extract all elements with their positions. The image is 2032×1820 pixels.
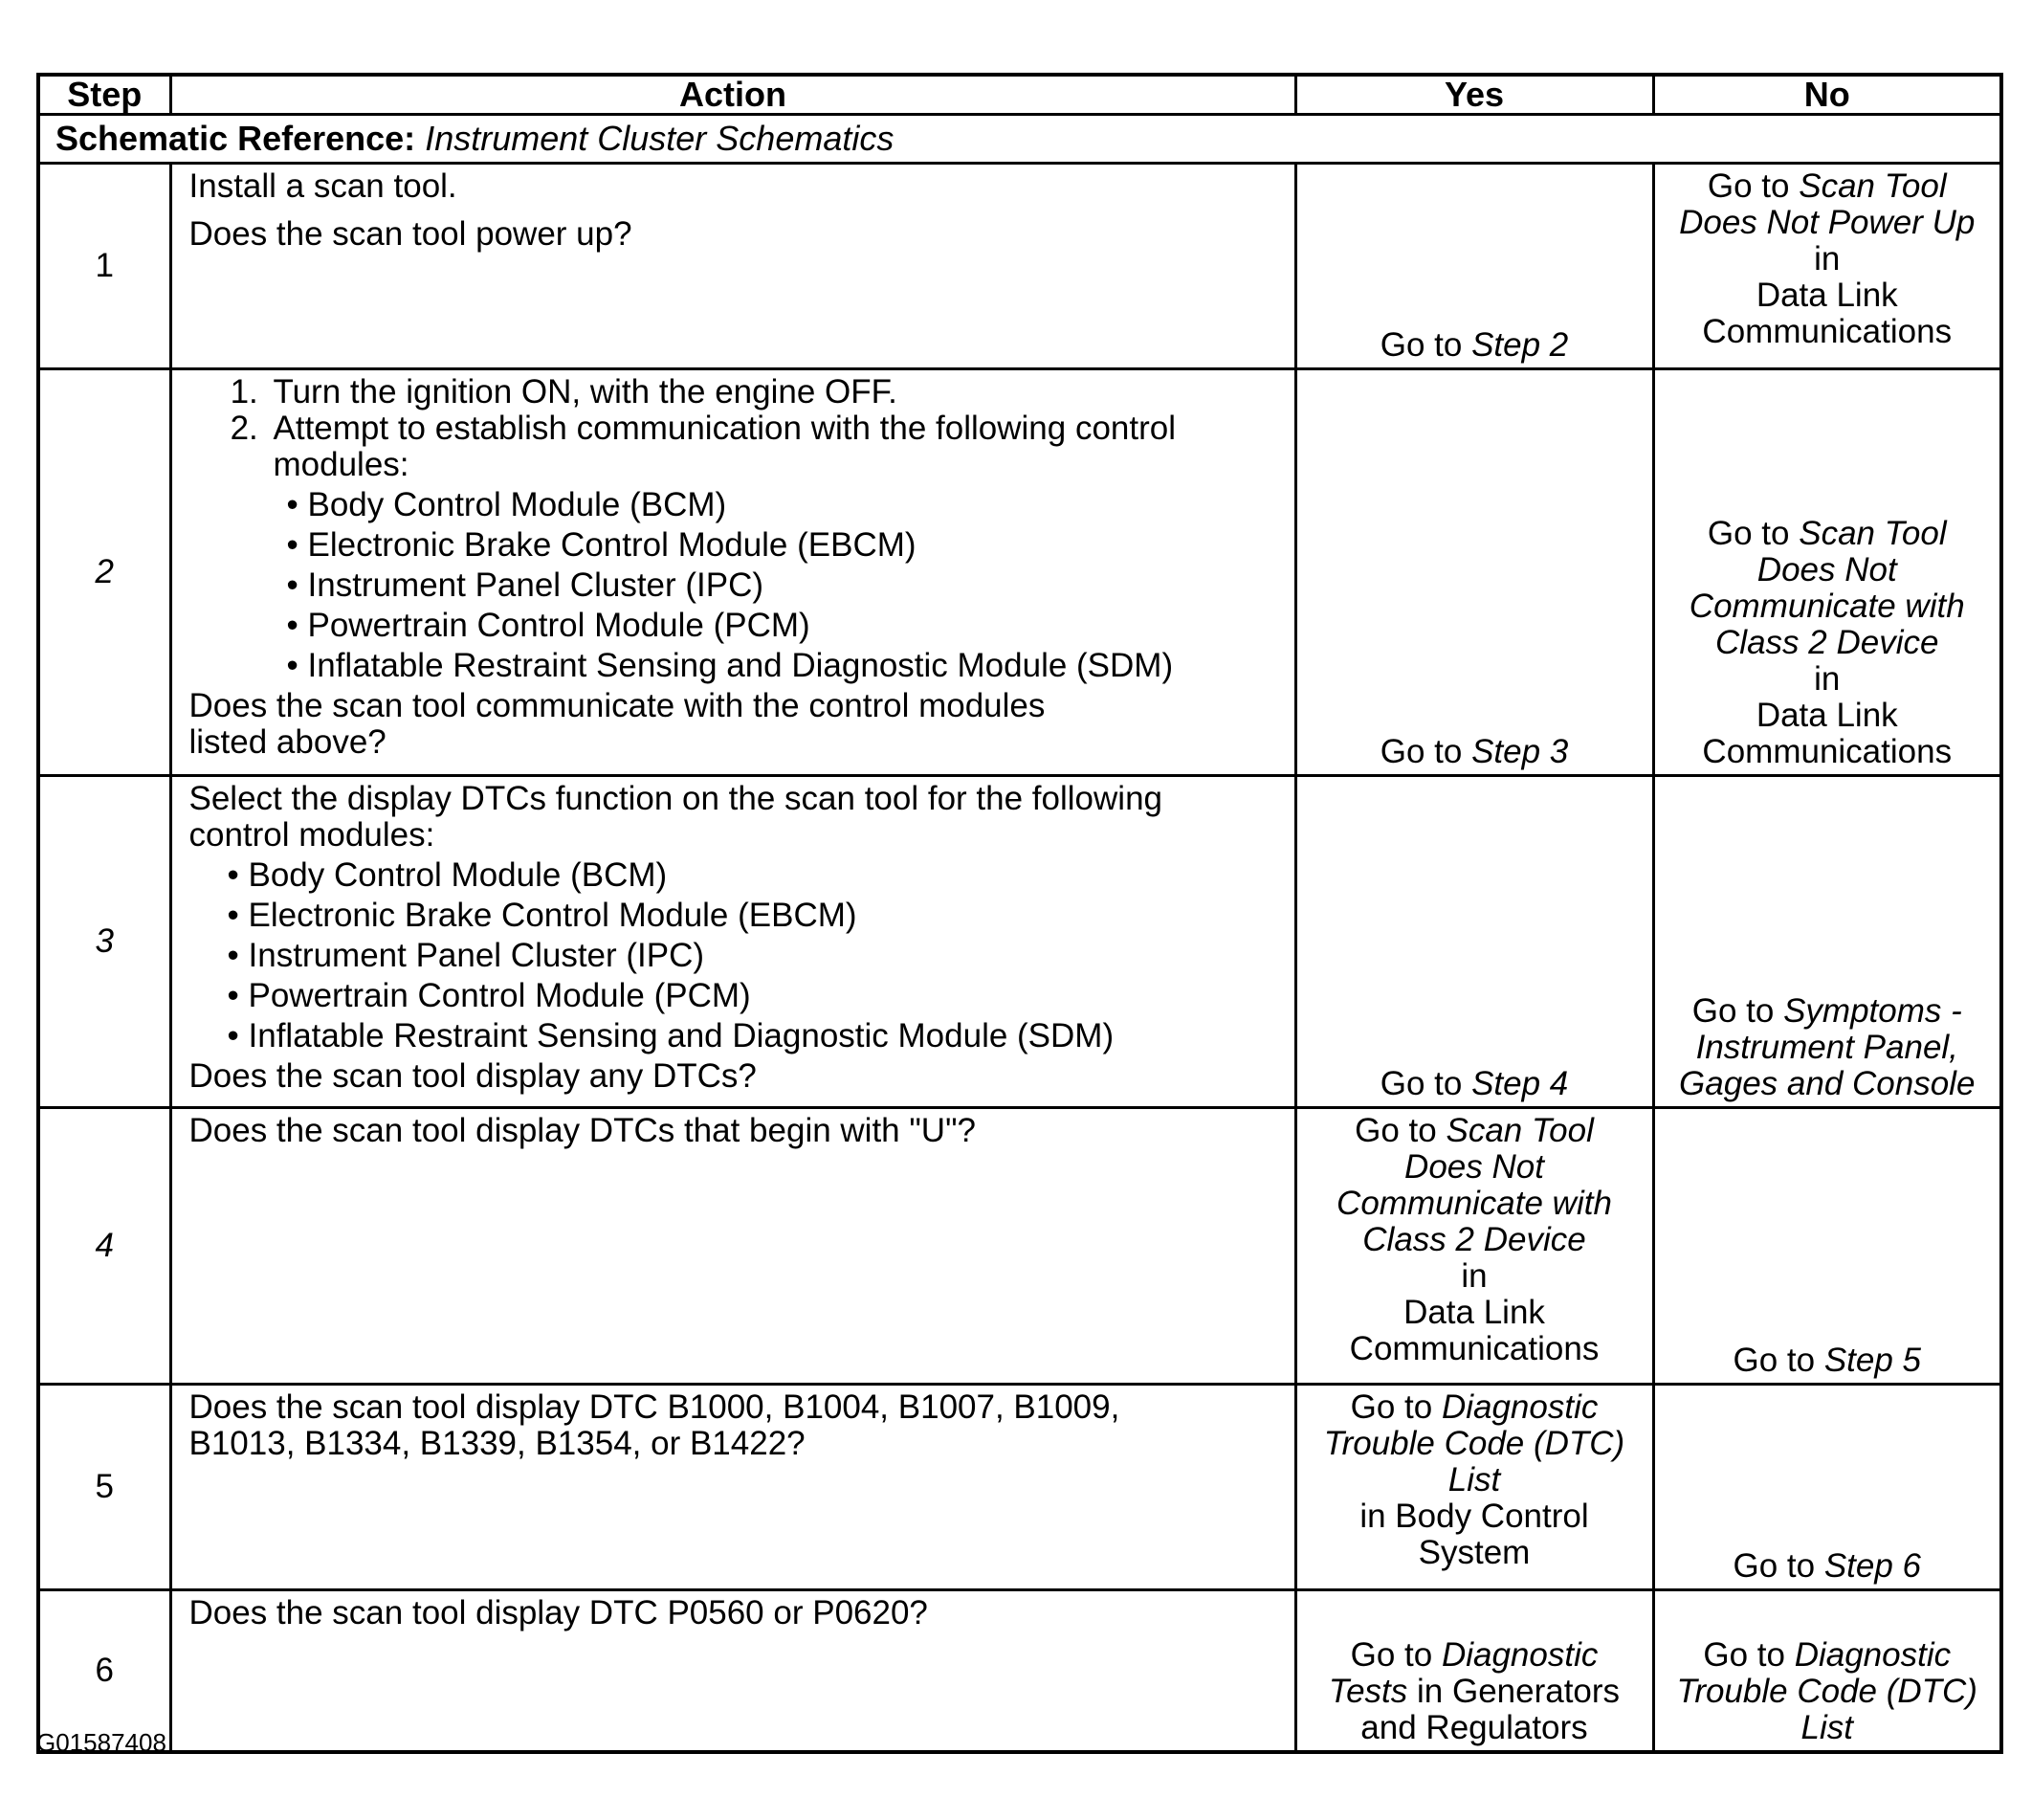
step-link[interactable]: Step 3 bbox=[1471, 733, 1569, 770]
diagnostic-table bbox=[36, 73, 2003, 1754]
action-question: Does the scan tool display DTC P0560 or P0620? bbox=[188, 1594, 928, 1631]
section-text: in Body Control bbox=[1359, 1498, 1589, 1535]
action-cell bbox=[170, 369, 1295, 776]
schematic-reference-link[interactable]: Instrument Cluster Schematics bbox=[425, 119, 895, 158]
action-text: Select the display DTCs function on the scan tool for the following bbox=[188, 780, 1162, 817]
procedure-link[interactable]: Scan Tool bbox=[1446, 1112, 1594, 1149]
procedure-link[interactable]: Scan Tool bbox=[1799, 167, 1947, 205]
list-item-text: Attempt to establish communication with the following control modules: bbox=[273, 410, 1177, 483]
list-item: • Powertrain Control Module (PCM) bbox=[228, 978, 1281, 1014]
section-text: Communications bbox=[1702, 733, 1953, 770]
no-cell bbox=[1653, 164, 2001, 369]
procedure-link[interactable]: Class 2 Device bbox=[1362, 1221, 1586, 1258]
schematic-reference-row bbox=[38, 115, 2001, 164]
go-to-text: Go to bbox=[1380, 733, 1463, 770]
section-text: Data Link bbox=[1403, 1294, 1545, 1331]
procedure-link[interactable]: Symptoms - bbox=[1783, 992, 1962, 1030]
procedure-link[interactable]: Class 2 Device bbox=[1715, 624, 1939, 661]
step-link[interactable]: Step 6 bbox=[1823, 1547, 1922, 1585]
procedure-link[interactable]: Instrument Panel, bbox=[1695, 1029, 1958, 1066]
step-number: 4 bbox=[38, 1108, 170, 1385]
in-text: in bbox=[1461, 1257, 1488, 1295]
no-cell bbox=[1653, 776, 2001, 1108]
list-item: • Powertrain Control Module (PCM) bbox=[287, 608, 1281, 644]
list-item: 1. Turn the ignition ON, with the engine OFF. bbox=[268, 374, 1281, 411]
header-row bbox=[38, 75, 2001, 115]
table-row bbox=[38, 776, 2001, 1108]
step-number: 2 bbox=[38, 369, 170, 776]
action-cell bbox=[170, 164, 1295, 369]
action-text: Install a scan tool. bbox=[188, 167, 457, 205]
go-to-text: Go to bbox=[1380, 326, 1463, 364]
procedure-link[interactable]: Does Not Power Up bbox=[1679, 204, 1976, 241]
header-step: Step bbox=[38, 75, 170, 115]
list-item: • Electronic Brake Control Module (EBCM) bbox=[287, 527, 1281, 564]
table-row bbox=[38, 1385, 2001, 1590]
action-cell bbox=[170, 1590, 1295, 1753]
list-item: • Inflatable Restraint Sensing and Diagnostic Module (SDM) bbox=[287, 648, 1281, 684]
go-to-text: Go to bbox=[1355, 1112, 1437, 1149]
yes-cell bbox=[1295, 1385, 1653, 1590]
procedure-link[interactable]: Diagnostic bbox=[1441, 1388, 1599, 1426]
schematic-reference-label: Schematic Reference: bbox=[55, 119, 416, 158]
action-question: listed above? bbox=[188, 723, 387, 761]
procedure-link[interactable]: Scan Tool bbox=[1799, 515, 1947, 552]
procedure-link[interactable]: Gages and Console bbox=[1679, 1065, 1976, 1102]
numbered-list bbox=[189, 374, 1281, 684]
table-row bbox=[38, 164, 2001, 369]
procedure-link[interactable]: Does Not bbox=[1756, 551, 1897, 588]
procedure-link[interactable]: Trouble Code (DTC) bbox=[1323, 1425, 1625, 1462]
figure-id: G01587408 bbox=[36, 1728, 166, 1757]
section-text: Data Link bbox=[1756, 697, 1898, 734]
procedure-link[interactable]: List bbox=[1800, 1709, 1853, 1746]
go-to-text: Go to bbox=[1691, 992, 1775, 1030]
section-text: in Generators bbox=[1407, 1673, 1621, 1710]
list-item bbox=[268, 411, 1281, 684]
step-link[interactable]: Step 4 bbox=[1471, 1065, 1569, 1102]
no-cell bbox=[1653, 1590, 2001, 1753]
procedure-link[interactable]: List bbox=[1447, 1461, 1501, 1498]
header-yes: Yes bbox=[1295, 75, 1653, 115]
action-question: Does the scan tool power up? bbox=[188, 215, 632, 253]
go-to-text: Go to bbox=[1350, 1388, 1433, 1426]
action-question: B1013, B1334, B1339, B1354, or B1422? bbox=[188, 1425, 806, 1462]
step-number: 6 bbox=[38, 1590, 170, 1753]
action-question: Does the scan tool communicate with the control modules bbox=[188, 687, 1046, 724]
action-text: control modules: bbox=[188, 816, 435, 854]
list-item: • Inflatable Restraint Sensing and Diagnostic Module (SDM) bbox=[228, 1018, 1281, 1054]
list-item: • Body Control Module (BCM) bbox=[287, 487, 1281, 523]
action-question: Does the scan tool display DTCs that begin with "U"? bbox=[188, 1112, 976, 1149]
list-item: • Instrument Panel Cluster (IPC) bbox=[287, 567, 1281, 604]
action-cell bbox=[170, 1108, 1295, 1385]
go-to-text: Go to bbox=[1733, 1342, 1816, 1379]
yes-cell bbox=[1295, 369, 1653, 776]
go-to-text: Go to bbox=[1380, 1065, 1463, 1102]
yes-cell bbox=[1295, 776, 1653, 1108]
list-item: • Instrument Panel Cluster (IPC) bbox=[228, 938, 1281, 974]
go-to-text: Go to bbox=[1707, 515, 1790, 552]
procedure-link[interactable]: Communicate with bbox=[1689, 588, 1965, 625]
step-number: 1 bbox=[38, 164, 170, 369]
action-question: Does the scan tool display DTC B1000, B1004, B1007, B1009, bbox=[188, 1388, 1120, 1426]
yes-cell bbox=[1295, 1590, 1653, 1753]
procedure-link[interactable]: Diagnostic bbox=[1441, 1636, 1599, 1674]
in-text: in bbox=[1814, 660, 1841, 698]
section-text: and Regulators bbox=[1360, 1709, 1588, 1746]
step-link[interactable]: Step 2 bbox=[1471, 326, 1569, 364]
section-text: Communications bbox=[1702, 313, 1953, 350]
step-number: 3 bbox=[38, 776, 170, 1108]
module-list bbox=[274, 487, 1281, 684]
header-action: Action bbox=[170, 75, 1295, 115]
yes-cell bbox=[1295, 1108, 1653, 1385]
procedure-link[interactable]: Diagnostic bbox=[1794, 1636, 1952, 1674]
step-link[interactable]: Step 5 bbox=[1823, 1342, 1922, 1379]
module-list bbox=[189, 857, 1281, 1054]
table-row bbox=[38, 1590, 2001, 1753]
section-text: Data Link bbox=[1756, 277, 1898, 314]
section-text: Communications bbox=[1349, 1330, 1600, 1367]
go-to-text: Go to bbox=[1707, 167, 1790, 205]
action-cell bbox=[170, 776, 1295, 1108]
go-to-text: Go to bbox=[1733, 1547, 1816, 1585]
procedure-link[interactable]: Communicate with bbox=[1336, 1185, 1612, 1222]
go-to-text: Go to bbox=[1703, 1636, 1785, 1674]
go-to-text: Go to bbox=[1350, 1636, 1433, 1674]
header-no: No bbox=[1653, 75, 2001, 115]
section-text: System bbox=[1418, 1534, 1531, 1571]
list-item: • Body Control Module (BCM) bbox=[228, 857, 1281, 894]
step-number: 5 bbox=[38, 1385, 170, 1590]
schematic-reference bbox=[38, 115, 2001, 164]
procedure-link[interactable]: Does Not bbox=[1404, 1148, 1544, 1186]
in-text: in bbox=[1814, 240, 1841, 277]
procedure-link[interactable]: Trouble Code (DTC) bbox=[1676, 1673, 1977, 1710]
action-cell bbox=[170, 1385, 1295, 1590]
table-row bbox=[38, 1108, 2001, 1385]
list-item: • Electronic Brake Control Module (EBCM) bbox=[228, 898, 1281, 934]
procedure-link[interactable]: Tests bbox=[1328, 1673, 1408, 1710]
no-cell bbox=[1653, 369, 2001, 776]
action-question: Does the scan tool display any DTCs? bbox=[188, 1057, 757, 1095]
no-cell bbox=[1653, 1385, 2001, 1590]
no-cell bbox=[1653, 1108, 2001, 1385]
table-row bbox=[38, 369, 2001, 776]
yes-cell bbox=[1295, 164, 1653, 369]
